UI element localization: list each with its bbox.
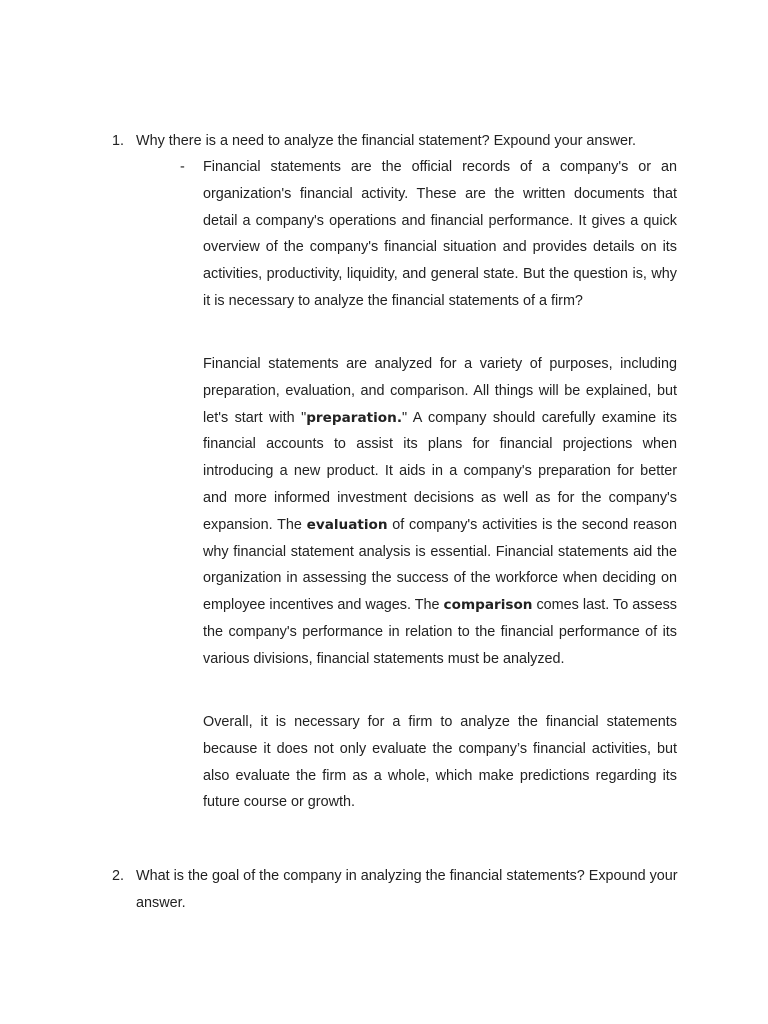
question-number: 2.	[112, 868, 125, 884]
bold-term-comparison: comparison	[443, 597, 533, 614]
answer-bullet: -	[180, 159, 185, 175]
answer-paragraph-1: Financial statements are the official records of a company's or an organization's financial activity. These are the written documents that detail a company's operations and financial performance. It gives a quick overview of the company's financial situation and provides details on its activities, productivity, liquidity, and general state. But the question is, why it is necessary to analyze the financial statements of a firm?	[203, 159, 677, 309]
question-2	[112, 863, 680, 917]
bold-term-preparation: preparation.	[306, 409, 402, 426]
question-text: Why there is a need to analyze the financial statement? Expound your answer.	[136, 133, 636, 149]
answer-paragraph-2	[203, 351, 677, 673]
text-run: " A company should carefully examine its financial accounts to assist its plans for financial projections when introducing a new product. It aids in a company's preparation for better and more informed investment decisions as well as for the company's expansion. The	[203, 409, 677, 533]
text-run: comes last. To assess the company's performance in relation to the financial performance of its various divisions, financial statements must be analyzed.	[203, 597, 677, 667]
question-1	[112, 128, 680, 155]
question-text: What is the goal of the company in analyzing the financial statements? Expound your answer.	[136, 868, 678, 911]
text-run: of company's activities is the second reason why financial statement analysis is essential. Financial statements aid the organization in assessing the success of the workforce when deciding on employee incentives and wages. The	[203, 516, 677, 614]
bold-term-evaluation: evaluation	[306, 516, 388, 533]
text-run: Financial statements are analyzed for a variety of purposes, including preparation, evaluation, and comparison. All things will be explained, but let's start with "	[203, 356, 677, 426]
question-number: 1.	[112, 133, 125, 149]
answer-paragraph-3: Overall, it is necessary for a firm to analyze the financial statements because it does not only evaluate the company’s financial activities, but also evaluate the firm as a whole, which make predictions regarding its future course or growth.	[203, 714, 677, 811]
